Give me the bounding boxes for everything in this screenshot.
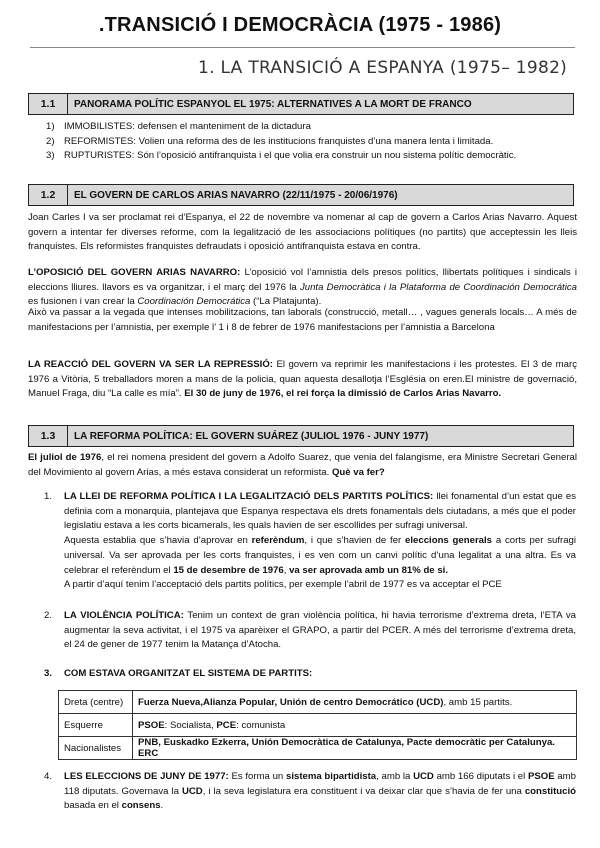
text: A partir d’aquí tenim l’acceptació dels partits polítics, per exemple l’abril de 1977 es va acceptar el PCE — [64, 579, 502, 591]
item-number: 2. — [44, 610, 53, 621]
numbered-item-2 — [44, 609, 576, 653]
item-label: LA LLEI DE REFORMA POLÍTICA I LA LEGALITZACIÓ DELS PARTITS POLÍTICS: — [64, 491, 434, 502]
text: , — [283, 564, 290, 576]
text: Tenim un context de gran violència política, hi havia terrorisme d’extrema dreta, l’ETA va augmentar la seva activitat, i el 1975 va aparèixer el GRAPO, a partir del PCER. A més del terrorisme d’extrema dreta, el 24 de gener de 1977 tenim la Matança d’Atocha. — [64, 610, 576, 651]
table-cell-key: Nacionalistes — [59, 737, 133, 760]
text-bold: consens — [121, 800, 161, 812]
numbered-item-4 — [44, 770, 576, 814]
table-cell-value — [133, 737, 577, 760]
text: , i que s’havien de fer — [304, 535, 406, 547]
text: basada en el — [64, 800, 122, 812]
paragraph-label: L’OPOSICIÓ DEL GOVERN ARIAS NAVARRO: — [28, 267, 241, 278]
text-bold: va ser aprovada amb un 81% de si. — [289, 564, 448, 576]
table-row — [59, 691, 577, 714]
section-title: LA REFORMA POLÍTICA: EL GOVERN SUÁREZ (JULIOL 1976 - JUNY 1977) — [74, 430, 429, 442]
text: (“La Platajunta). — [250, 296, 322, 307]
paragraph-repression — [28, 358, 577, 402]
list-item — [46, 149, 566, 164]
text-bold: PNB, Euskadko Ezkerra, Unión Democràtica de Catalunya, Pacte democràtic per Catalunya. ERC — [138, 737, 555, 759]
text-bold: PSOE — [138, 719, 165, 731]
item-label: LA VIOLÈNCIA POLÍTICA: — [64, 610, 184, 621]
text: , el rei nomena president del govern a Adolfo Suarez, que venia del falangisme, era Ministre Secretari General del Movimiento al govern Arias, a més estava considerat un reformista. — [28, 452, 578, 478]
text-italic: Junta Democràtica i la Plataforma de Coordinación Democrática — [299, 281, 577, 293]
text-bold: PCE — [216, 719, 237, 731]
item-number: 3) — [46, 150, 55, 161]
table-cell-value — [133, 714, 577, 737]
text: El govern va reprimir les manifestacions i les protestes. El 3 de març 1976 a Vitòria, 5 treballadors moren a mans de la policia, quan aquesta desallotja l’Església on eren.El ministre de governació, Manuel Fraga, diu “La calle es mía”. — [28, 359, 578, 399]
text-bold: constitució — [524, 785, 576, 797]
item-number: 1. — [44, 491, 53, 502]
text: : Socialista, — [164, 719, 217, 731]
item-number: 2) — [46, 135, 55, 147]
table-cell-key: Esquerre — [59, 714, 133, 737]
text: , i la seva legislatura era constituent i va deixar clar que s’havia de fer una — [202, 785, 525, 797]
paragraph-suarez — [28, 451, 577, 480]
paragraph-mobilizations: Això va passar a la vegada que intenses mobilitzacions, tan laborals (construcció, metall… , vagues generals locals… A més de manifestacions per l’amnistia, per exemple l’ 1 i 8 de febrer de 1976 manifestacions per l’amnistia a Barcelona — [28, 307, 577, 333]
table-cell-value — [133, 691, 577, 714]
text: Aquesta establia que s’havia d’aprovar en — [64, 535, 252, 547]
section-number: 1.3 — [29, 426, 68, 446]
item-label: LES ELECCIONS DE JUNY DE 1977: — [64, 771, 229, 782]
section-title: PANORAMA POLÍTIC ESPANYOL EL 1975: ALTERNATIVES A LA MORT DE FRANCO — [74, 98, 472, 110]
item-label: REFORMISTES: — [64, 135, 136, 147]
page-title: .TRANSICIÓ I DEMOCRÀCIA (1975 - 1986) — [98, 14, 502, 36]
item-text: Volien una reforma des de les institucions franquistes d’una manera lenta i limitada. — [135, 135, 494, 147]
table-row — [59, 737, 577, 760]
text: amb 118 diputats. Governava la — [64, 771, 576, 797]
table-cell-key: Dreta (centre) — [59, 691, 133, 714]
text-bold: PSOE — [527, 771, 555, 782]
numbered-item-1 — [44, 490, 576, 593]
text: a corts per sufragi universal. Va ser aprovada per les corts franquistes, i es ven com un canvi polític d’una legalitat a una altra. Es va celebrar el referèndum el — [64, 535, 577, 576]
section-header-1-2 — [28, 184, 574, 206]
text-bold: referèndum — [251, 535, 305, 547]
section-number: 1.1 — [29, 94, 68, 114]
party-system-table — [58, 690, 577, 760]
text-bold: sistema bipartidista — [285, 771, 377, 782]
text: , amb la — [376, 771, 414, 782]
text-bold: 15 de desembre de 1976 — [173, 564, 284, 576]
text-bold: Fuerza Nueva,Alianza Popular, Unión de centro Democrático (UCD) — [138, 696, 444, 708]
text: : comunista — [236, 719, 286, 731]
text: es fusionen i van crear la — [28, 296, 138, 307]
page-subtitle: 1. LA TRANSICIÓ A ESPANYA (1975– 1982) — [198, 58, 568, 78]
text-bold: El juliol de 1976 — [28, 452, 102, 463]
item-label: COM ESTAVA ORGANITZAT EL SISTEMA DE PARTITS: — [64, 668, 313, 679]
alternatives-list — [46, 120, 566, 164]
section-header-1-3 — [28, 425, 574, 447]
numbered-item-3 — [44, 667, 576, 682]
paragraph-label: LA REACCIÓ DEL GOVERN VA SER LA REPRESSIÓ: — [28, 359, 274, 370]
paragraph-arias: Joan Carles I va ser proclamat rei d’Espanya, el 22 de novembre va nomenar al cap de govern a Carlos Arias Navarro. Aquest govern a intentar fer diverses reforme, com la legalització de les associacions polítiques (no partits) que acceptessin les lleis franquistes. Els reformistes franquistes defraudats i oposició antifranquista estava en contra. — [28, 212, 577, 252]
table-row — [59, 714, 577, 737]
text-bold: Què va fer? — [331, 466, 385, 478]
text: L’oposició vol l’amnistia dels presos polítics, llibertats polítiques i sindicals i eleccions lliures. llavors es va organitzar, i el març del 1976 la — [28, 267, 577, 293]
text-bold: El 30 de juny de 1976, el rei força la dimissió de Carlos Arias Navarro. — [184, 388, 502, 399]
section-header-1-1 — [28, 93, 574, 115]
list-item — [46, 135, 566, 150]
item-label: IMMOBILISTES: — [64, 121, 135, 132]
text: llei fonamental d’un estat que es definia com a monarquia, plantejava que Espanya respectava els drets fonamentals dels ciutadans, a més que el poder legislatiu estava a les corts bicamerals, les quals havien de ser escollides per sufragi universal. — [64, 491, 576, 532]
text-italic: Coordinación Democrática — [137, 296, 251, 307]
text-bold: UCD — [413, 771, 434, 782]
item-number: 3. — [44, 668, 53, 679]
list-item — [46, 120, 566, 135]
item-number: 4. — [44, 771, 53, 782]
text-bold: eleccions generals — [405, 535, 493, 547]
text: Es forma un — [228, 771, 286, 782]
text-bold: UCD — [181, 785, 203, 797]
paragraph-opposition — [28, 266, 577, 310]
section-number: 1.2 — [29, 185, 68, 205]
text: . — [160, 800, 164, 812]
item-number: 1) — [46, 121, 55, 132]
text: amb 166 diputats i el — [433, 771, 528, 782]
item-label: RUPTURISTES: — [64, 150, 135, 161]
section-title: EL GOVERN DE CARLOS ARIAS NAVARRO (22/11/1975 - 20/06/1976) — [74, 189, 398, 201]
item-text: defensen el manteniment de la dictadura — [134, 121, 311, 132]
item-text: Són l’oposició antifranquista i el que volia era construir un nou sistema polític democràtic. — [134, 150, 517, 161]
title-divider — [30, 47, 575, 48]
text: , amb 15 partits. — [443, 696, 513, 708]
